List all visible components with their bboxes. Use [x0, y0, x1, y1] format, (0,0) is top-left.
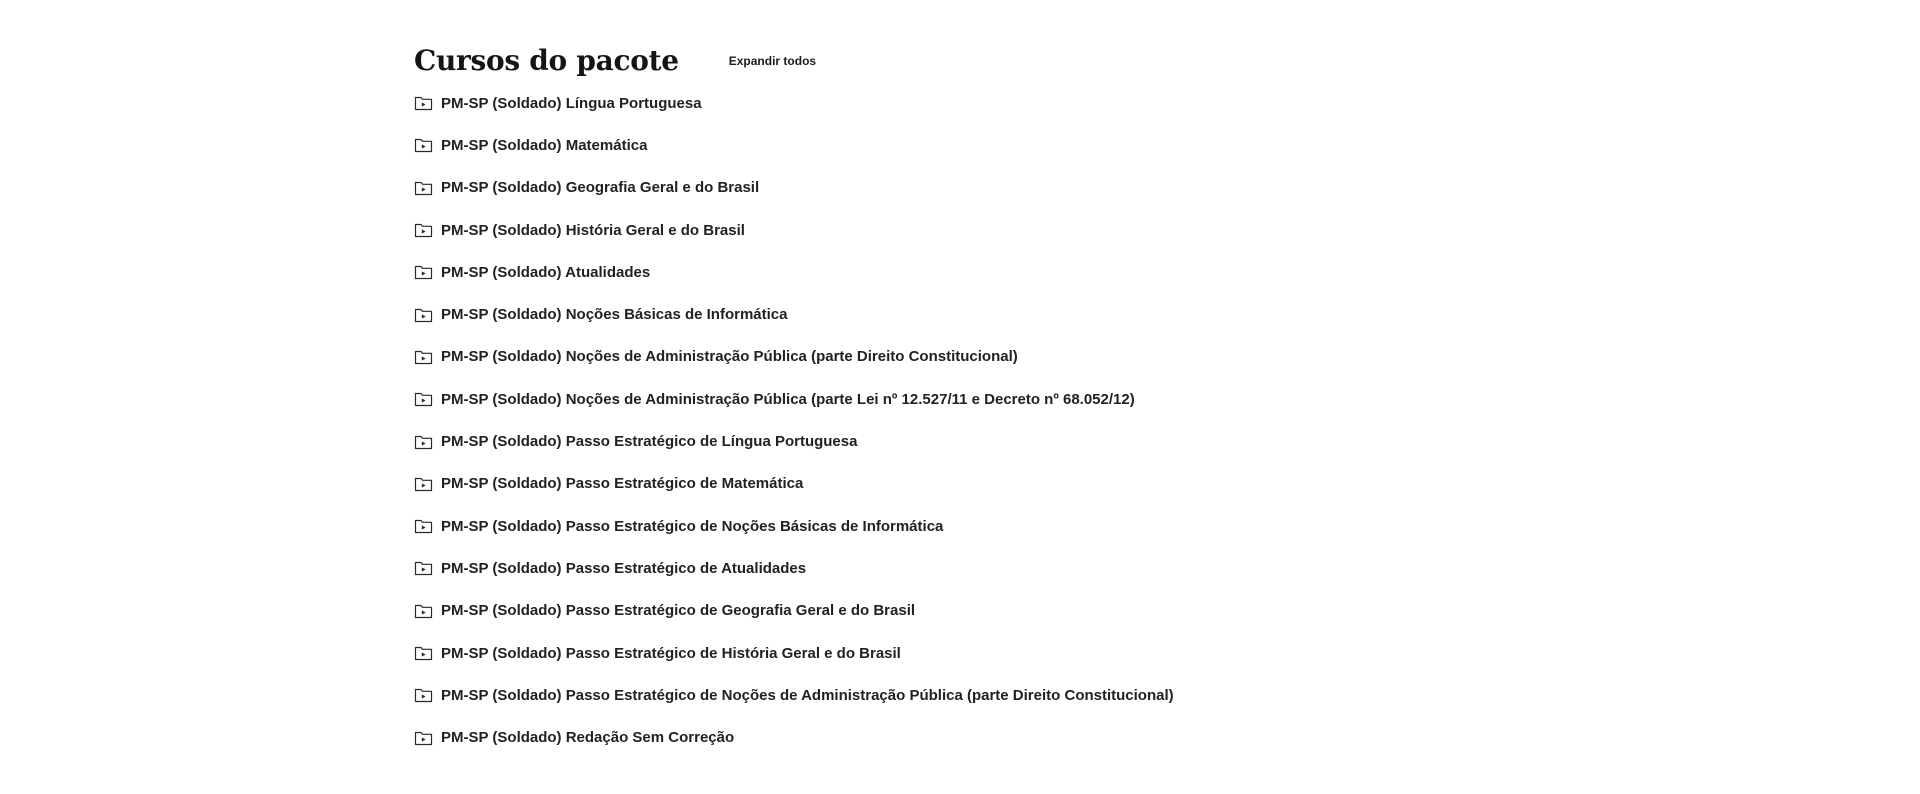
course-label: PM-SP (Soldado) Passo Estratégico de Geografia Geral e do Brasil [441, 602, 916, 620]
folder-play-icon [414, 560, 433, 576]
course-label: PM-SP (Soldado) Passo Estratégico de Língua Portuguesa [441, 433, 858, 451]
folder-play-icon [414, 264, 433, 280]
folder-play-icon [414, 518, 433, 534]
section-title: Cursos do pacote [414, 43, 679, 77]
folder-play-icon [414, 349, 433, 365]
course-item[interactable] [414, 590, 1514, 632]
folder-play-icon [414, 137, 433, 153]
folder-play-icon [414, 603, 433, 619]
course-item[interactable] [414, 124, 1514, 166]
course-item[interactable] [414, 505, 1514, 547]
course-item[interactable] [414, 293, 1514, 335]
course-label: PM-SP (Soldado) Geografia Geral e do Brasil [441, 179, 760, 197]
course-item[interactable] [414, 463, 1514, 505]
course-item[interactable] [414, 716, 1514, 758]
course-label: PM-SP (Soldado) História Geral e do Brasil [441, 221, 745, 239]
course-label: PM-SP (Soldado) Noções de Administração Pública (parte Lei nº 12.527/11 e Decreto nº 68.052/12) [441, 390, 1135, 408]
course-item[interactable] [414, 674, 1514, 716]
course-label: PM-SP (Soldado) Passo Estratégico de Noções Básicas de Informática [441, 517, 944, 535]
folder-play-icon [414, 391, 433, 407]
course-label: PM-SP (Soldado) Noções de Administração Pública (parte Direito Constitucional) [441, 348, 1018, 366]
course-item[interactable] [414, 82, 1514, 124]
courses-section [414, 40, 1514, 759]
folder-play-icon [414, 307, 433, 323]
course-label: PM-SP (Soldado) Passo Estratégico de Atualidades [441, 559, 807, 577]
folder-play-icon [414, 645, 433, 661]
course-label: PM-SP (Soldado) Redação Sem Correção [441, 729, 735, 747]
folder-play-icon [414, 730, 433, 746]
course-item[interactable] [414, 632, 1514, 674]
course-item[interactable] [414, 251, 1514, 293]
course-list [414, 82, 1514, 759]
folder-play-icon [414, 434, 433, 450]
course-item[interactable] [414, 420, 1514, 462]
folder-play-icon [414, 687, 433, 703]
course-item[interactable] [414, 547, 1514, 589]
expand-all-button[interactable]: Expandir todos [728, 54, 817, 68]
course-label: PM-SP (Soldado) Passo Estratégico de Noções de Administração Pública (parte Direito Constitucional) [441, 686, 1174, 704]
folder-play-icon [414, 476, 433, 492]
course-label: PM-SP (Soldado) Atualidades [441, 263, 651, 281]
course-label: PM-SP (Soldado) Noções Básicas de Informática [441, 306, 788, 324]
folder-play-icon [414, 222, 433, 238]
course-label: PM-SP (Soldado) Passo Estratégico de Matemática [441, 475, 804, 493]
course-label: PM-SP (Soldado) Matemática [441, 136, 648, 154]
course-item[interactable] [414, 209, 1514, 251]
course-item[interactable] [414, 378, 1514, 420]
course-label: PM-SP (Soldado) Passo Estratégico de História Geral e do Brasil [441, 644, 901, 662]
folder-play-icon [414, 180, 433, 196]
course-label: PM-SP (Soldado) Língua Portuguesa [441, 94, 702, 112]
course-item[interactable] [414, 167, 1514, 209]
course-item[interactable] [414, 336, 1514, 378]
section-header [414, 40, 1514, 80]
folder-play-icon [414, 95, 433, 111]
